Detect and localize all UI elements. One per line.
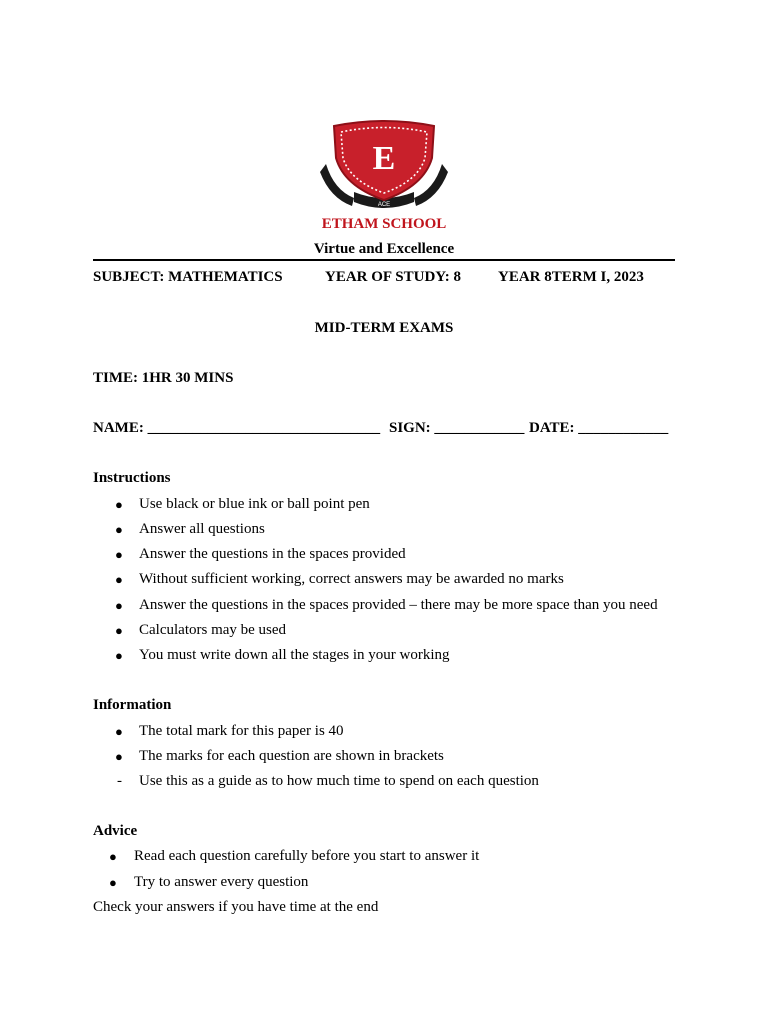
instruction-item: You must write down all the stages in your working: [139, 647, 450, 663]
advice-item: Try to answer every question: [134, 874, 309, 890]
advice-heading: Advice: [93, 823, 138, 839]
exam-duration: TIME: 1HR 30 MINS: [93, 370, 234, 386]
information-heading: Information: [93, 697, 172, 713]
school-motto: Virtue and Excellence: [313, 241, 455, 257]
instructions-heading: Instructions: [93, 470, 171, 486]
bullet-icon: ●: [115, 623, 123, 638]
school-name: ETHAM SCHOOL: [321, 216, 447, 232]
information-item: The total mark for this paper is 40: [139, 723, 344, 739]
school-crest-logo: [314, 120, 454, 212]
bullet-icon: ●: [115, 749, 123, 764]
bullet-icon: ●: [109, 849, 117, 864]
sign-field-line: SIGN: ____________: [389, 420, 525, 436]
bullet-icon: ●: [115, 598, 123, 613]
advice-item: Read each question carefully before you start to answer it: [134, 848, 480, 864]
exam-title: MID-TERM EXAMS: [314, 320, 454, 336]
information-item: The marks for each question are shown in brackets: [139, 748, 444, 764]
bullet-icon: ●: [109, 875, 117, 890]
instruction-item: Answer all questions: [139, 521, 265, 537]
instruction-item: Calculators may be used: [139, 622, 287, 638]
header-divider: [93, 259, 675, 261]
instruction-item: Without sufficient working, correct answers may be awarded no marks: [139, 571, 564, 587]
crest-banner-text: ACE: [377, 202, 391, 208]
information-item: Use this as a guide as to how much time to spend on each question: [139, 773, 539, 789]
bullet-icon: ●: [115, 724, 123, 739]
crest-letter: E: [372, 140, 396, 177]
instruction-item: Answer the questions in the spaces provided – there may be more space than you need: [139, 597, 658, 613]
bullet-icon: ●: [115, 572, 123, 587]
term-label: YEAR 8TERM I, 2023: [498, 269, 644, 285]
instruction-item: Use black or blue ink or ball point pen: [139, 496, 370, 512]
date-field-line: DATE: ____________: [529, 420, 669, 436]
bullet-icon: ●: [115, 497, 123, 512]
year-of-study-label: YEAR OF STUDY: 8: [325, 269, 461, 285]
subject-label: SUBJECT: MATHEMATICS: [93, 269, 283, 285]
advice-closing: Check your answers if you have time at the end: [93, 899, 379, 915]
bullet-icon: ●: [115, 522, 123, 537]
bullet-icon: ●: [115, 648, 123, 663]
dash-marker: -: [117, 773, 122, 789]
name-field-line: NAME: _______________________________: [93, 420, 381, 436]
instruction-item: Answer the questions in the spaces provided: [139, 546, 406, 562]
bullet-icon: ●: [115, 547, 123, 562]
